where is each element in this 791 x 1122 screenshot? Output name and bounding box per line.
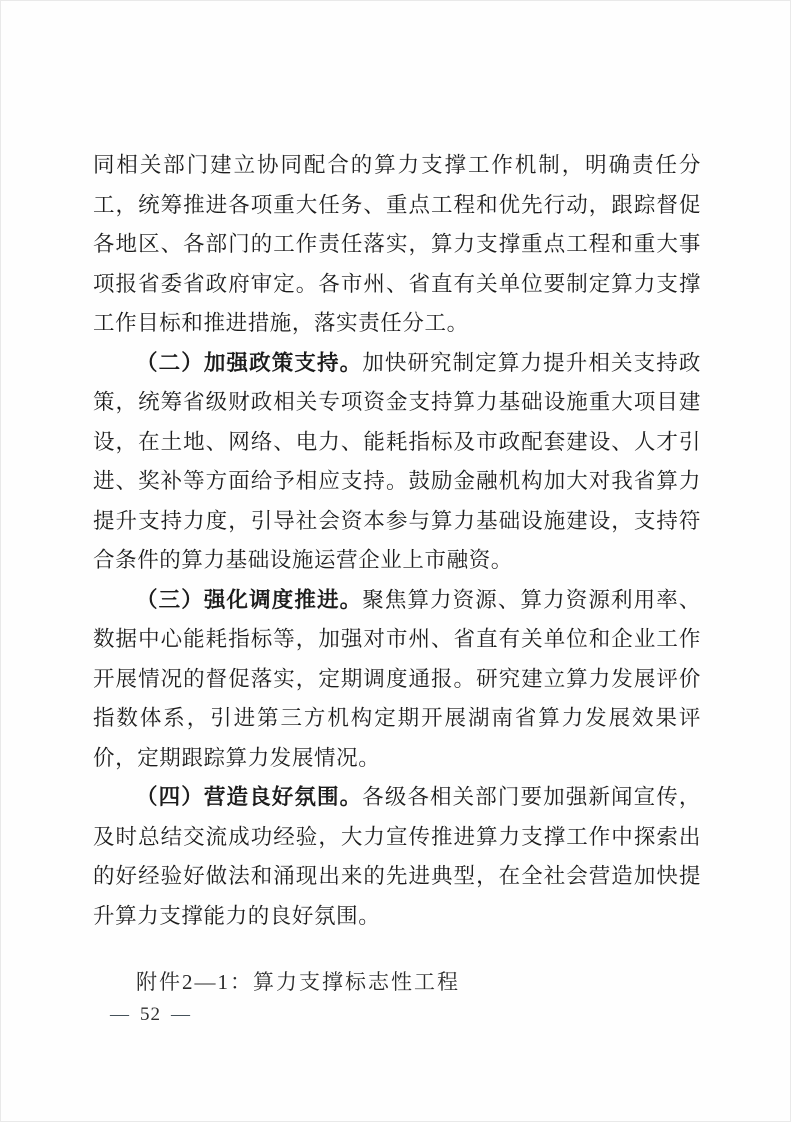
paragraph-good-atmosphere (93, 778, 701, 936)
paragraph-dispatch-promotion (93, 581, 701, 779)
page-number (110, 1004, 191, 1026)
page-number-value: 52 (140, 1004, 161, 1025)
document-body (93, 146, 701, 936)
paragraph-lead: （四）营造良好氛围。 (136, 785, 363, 809)
paragraph-text: 聚焦算力资源、算力资源利用率、数据中心能耗指标等，加强对市州、省直有关单位和企业工作开展情况的督促落实，定期调度通报。研究建立算力发展评价指数体系，引进第三方机构定期开展湖南省算力发展效果评价，定期跟踪算力发展情况。 (93, 587, 701, 770)
paragraph-policy-support (93, 344, 701, 581)
page-number-dash-right: — (171, 1004, 191, 1025)
paragraph-text: 各级各相关部门要加强新闻宣传，及时总结交流成功经验，大力宣传推进算力支撑工作中探索出的好经验好做法和涌现出来的先进典型，在全社会营造加快提升算力支撑能力的良好氛围。 (93, 785, 701, 928)
paragraph-lead: （三）强化调度推进。 (136, 587, 363, 612)
page-number-dash-left: — (110, 1004, 130, 1025)
attachment-note: 附件2—1：算力支撑标志性工程 (136, 970, 460, 994)
paragraph-text: 同相关部门建立协同配合的算力支撑工作机制，明确责任分工，统筹推进各项重大任务、重点工程和优先行动，跟踪督促各地区、各部门的工作责任落实，算力支撑重点工程和重大事项报省委省政府审定。各市州、省直有关单位要制定算力支撑工作目标和推进措施，落实责任分工。 (93, 153, 701, 335)
paragraph-lead: （二）加强政策支持。 (136, 350, 363, 375)
paragraph-text: 加快研究制定算力提升相关支持政策，统筹省级财政相关专项资金支持算力基础设施重大项目建设，在土地、网络、电力、能耗指标及市政配套建设、人才引进、奖补等方面给予相应支持。鼓励金融机构加大对我省算力提升支持力度，引导社会资本参与算力基础设施建设，支持符合条件的算力基础设施运营企业上市融资。 (93, 350, 701, 572)
paragraph-continuation (93, 146, 701, 344)
